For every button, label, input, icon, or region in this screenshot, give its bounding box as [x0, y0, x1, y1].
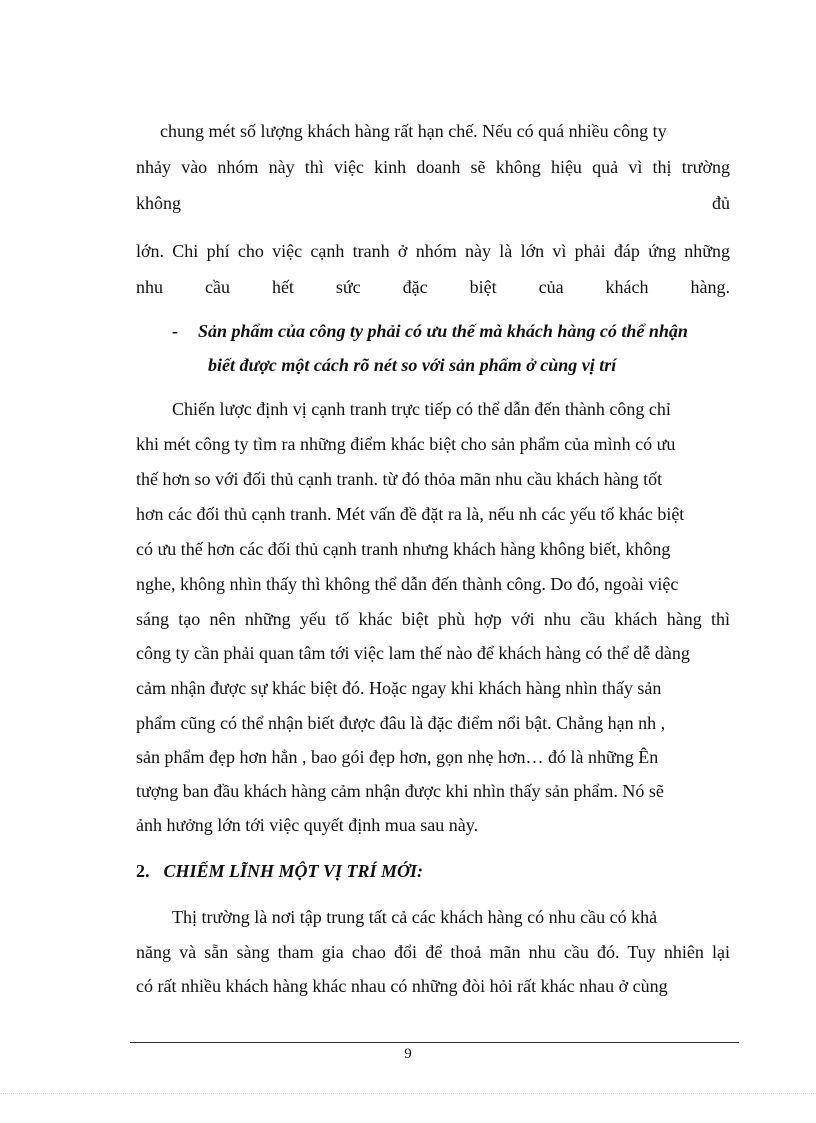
paragraph-2-line-9: cảm nhận được sự khác biệt đó. Hoặc ngay khi khách hàng nhìn thấy sản [136, 678, 662, 698]
paragraph-2-line-11: sản phẩm đẹp hơn hẳn , bao gói đẹp hơn, gọn nhẹ hơn… đó là những Ên [136, 747, 659, 767]
paragraph-2-line-7: sáng tạo nên những yếu tố khác biệt phù hợp với nhu cầu khách hàng thì [136, 609, 730, 629]
bullet-line-2: biết được một cách rõ nét so với sản phẩm ở cùng vị trí [208, 355, 617, 375]
paragraph-2-line-13: ảnh hưởng lớn tới việc quyết định mua sau này. [136, 815, 479, 835]
paragraph-2-line-3: thế hơn so với đối thủ cạnh tranh. từ đó thỏa mãn nhu cầu khách hàng tốt [136, 469, 663, 489]
paragraph-1-line-2: nhảy vào nhóm này thì việc kinh doanh sẽ không hiệu quả vì thị trường [136, 157, 730, 177]
footer-divider [130, 1042, 739, 1043]
paragraph-2-line-12: tượng ban đầu khách hàng cảm nhận được khi nhìn thấy sản phẩm. Nó sẽ [136, 781, 664, 801]
paragraph-1-line-4: lớn. Chi phí cho việc cạnh tranh ở nhóm này là lớn vì phải đáp ứng những [136, 241, 730, 261]
section-heading [136, 858, 423, 885]
paragraph-3-line-2: năng và sẵn sàng tham gia chao đổi để thoả mãn nhu cầu đó. Tuy nhiên lại [136, 942, 730, 962]
paragraph-2-line-4: hơn các đối thủ cạnh tranh. Mét vấn đề đặt ra là, nếu nh các yếu tố khác biệt [136, 504, 685, 524]
paragraph-1-line-3 [136, 190, 730, 217]
bullet-mark: - [172, 321, 178, 341]
paragraph-2-line-10: phẩm cũng có thể nhận biết được đâu là đặc điểm nổi bật. Chẳng hạn nh , [136, 713, 666, 733]
paragraph-2-line-1: Chiến lược định vị cạnh tranh trực tiếp có thể dẫn đến thành công chỉ [172, 399, 671, 419]
paragraph-2-line-8: công ty cần phải quan tâm tới việc lam thế nào để khách hàng có thể dễ dàng [136, 643, 690, 663]
page-bottom-dotted-rule [0, 1093, 816, 1094]
paragraph-3-line-3: có rất nhiều khách hàng khác nhau có những đòi hỏi rất khác nhau ở cùng [136, 976, 668, 996]
paragraph-1-line-1: chung mét số lượng khách hàng rất hạn chế. Nếu có quá nhiều công ty [160, 121, 667, 141]
paragraph-1-line-3-word-end: đủ [712, 193, 730, 213]
bullet-line-1: Sản phẩm của công ty phải có ưu thế mà khách hàng có thể nhận [198, 321, 688, 341]
paragraph-2-line-2: khi mét công ty tìm ra những điểm khác biệt cho sản phẩm của mình có ưu [136, 434, 676, 454]
paragraph-3-line-1: Thị trường là nơi tập trung tất cả các khách hàng có nhu cầu có khả [172, 907, 658, 927]
page-number: 9 [404, 1046, 412, 1062]
section-title: CHIẾM LĨNH MỘT VỊ TRÍ MỚI: [163, 861, 424, 881]
section-number: 2. [136, 861, 150, 881]
paragraph-1-line-5: nhu cầu hết sức đặc biệt của khách hàng. [136, 277, 730, 297]
paragraph-2-line-6: nghe, không nhìn thấy thì không thể dẫn đến thành công. Do đó, ngoài việc [136, 574, 679, 594]
paragraph-1-line-3-word-start: không [136, 193, 181, 213]
paragraph-2-line-5: có ưu thế hơn các đối thủ cạnh tranh nhưng khách hàng không biết, không [136, 539, 671, 559]
